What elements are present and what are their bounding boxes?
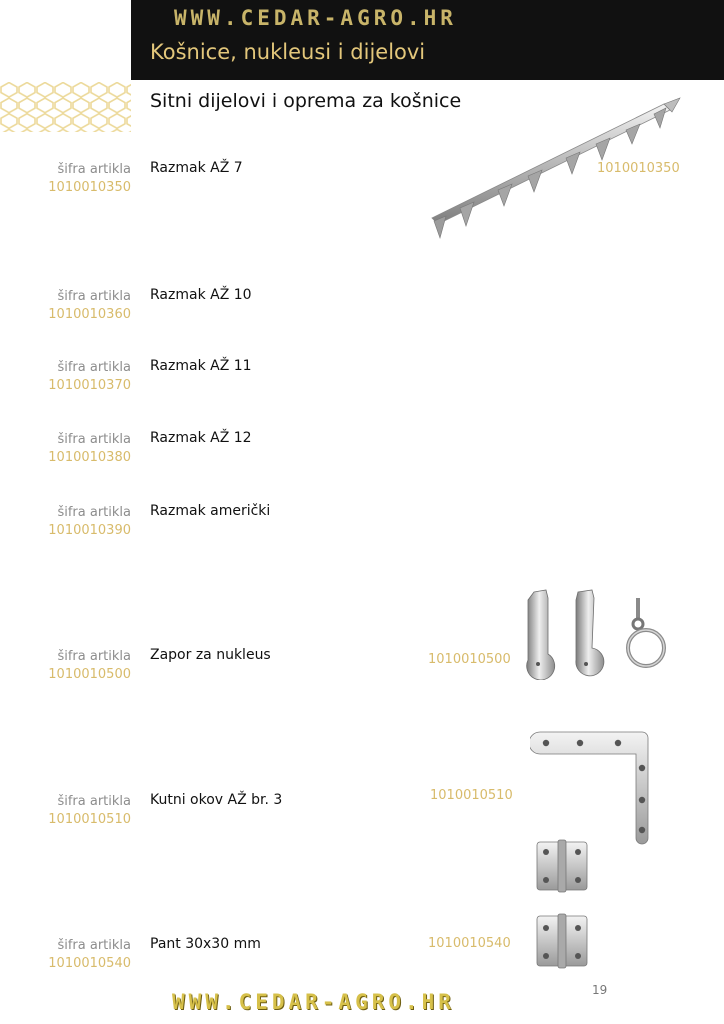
- section-title: Sitni dijelovi i oprema za košnice: [150, 90, 462, 112]
- sku-code: 1010010370: [48, 378, 131, 393]
- sku-label: šifra artikla: [57, 289, 131, 304]
- item-name: Razmak američki: [150, 503, 271, 519]
- item-name: Razmak AŽ 12: [150, 430, 252, 446]
- sku-label: šifra artikla: [57, 794, 131, 809]
- item-name: Razmak AŽ 7: [150, 160, 243, 176]
- header-url: WWW.CEDAR-AGRO.HR: [174, 6, 457, 30]
- item-name: Zapor za nukleus: [150, 647, 271, 663]
- hinge-image: [534, 912, 590, 970]
- image-caption: 1010010500: [428, 652, 511, 667]
- sku-code: 1010010510: [48, 812, 131, 827]
- sku-code: 1010010540: [48, 956, 131, 971]
- sku-block: [0, 793, 131, 829]
- item-name: Razmak AŽ 11: [150, 358, 252, 374]
- image-caption: 1010010540: [428, 936, 511, 951]
- header-subtitle: Košnice, nukleusi i dijelovi: [150, 40, 426, 64]
- sku-label: šifra artikla: [57, 938, 131, 953]
- sku-code: 1010010350: [48, 180, 131, 195]
- nucleus-latch-image: [520, 588, 680, 680]
- sku-block: [0, 161, 131, 197]
- sku-label: šifra artikla: [57, 505, 131, 520]
- sku-label: šifra artikla: [57, 360, 131, 375]
- hinge-image: [534, 838, 590, 894]
- sku-label: šifra artikla: [57, 432, 131, 447]
- sku-block: [0, 359, 131, 395]
- sku-block: [0, 648, 131, 684]
- image-caption: 1010010510: [430, 788, 513, 803]
- sku-block: [0, 431, 131, 467]
- sku-code: 1010010360: [48, 307, 131, 322]
- image-caption: 1010010350: [597, 161, 680, 176]
- header-bar: [131, 0, 724, 80]
- item-name: Pant 30x30 mm: [150, 936, 261, 952]
- item-name: Razmak AŽ 10: [150, 287, 252, 303]
- sku-code: 1010010500: [48, 667, 131, 682]
- sku-label: šifra artikla: [57, 649, 131, 664]
- sku-block: [0, 937, 131, 973]
- corner-bracket-image: [530, 726, 656, 846]
- sku-code: 1010010380: [48, 450, 131, 465]
- sku-code: 1010010390: [48, 523, 131, 538]
- sku-label: šifra artikla: [57, 162, 131, 177]
- honeycomb-pattern-icon: [0, 82, 131, 132]
- footer-url: WWW.CEDAR-AGRO.HR: [172, 990, 455, 1014]
- page-number: 19: [592, 983, 608, 997]
- sku-block: [0, 288, 131, 324]
- item-name: Kutni okov AŽ br. 3: [150, 792, 283, 808]
- sku-block: [0, 504, 131, 540]
